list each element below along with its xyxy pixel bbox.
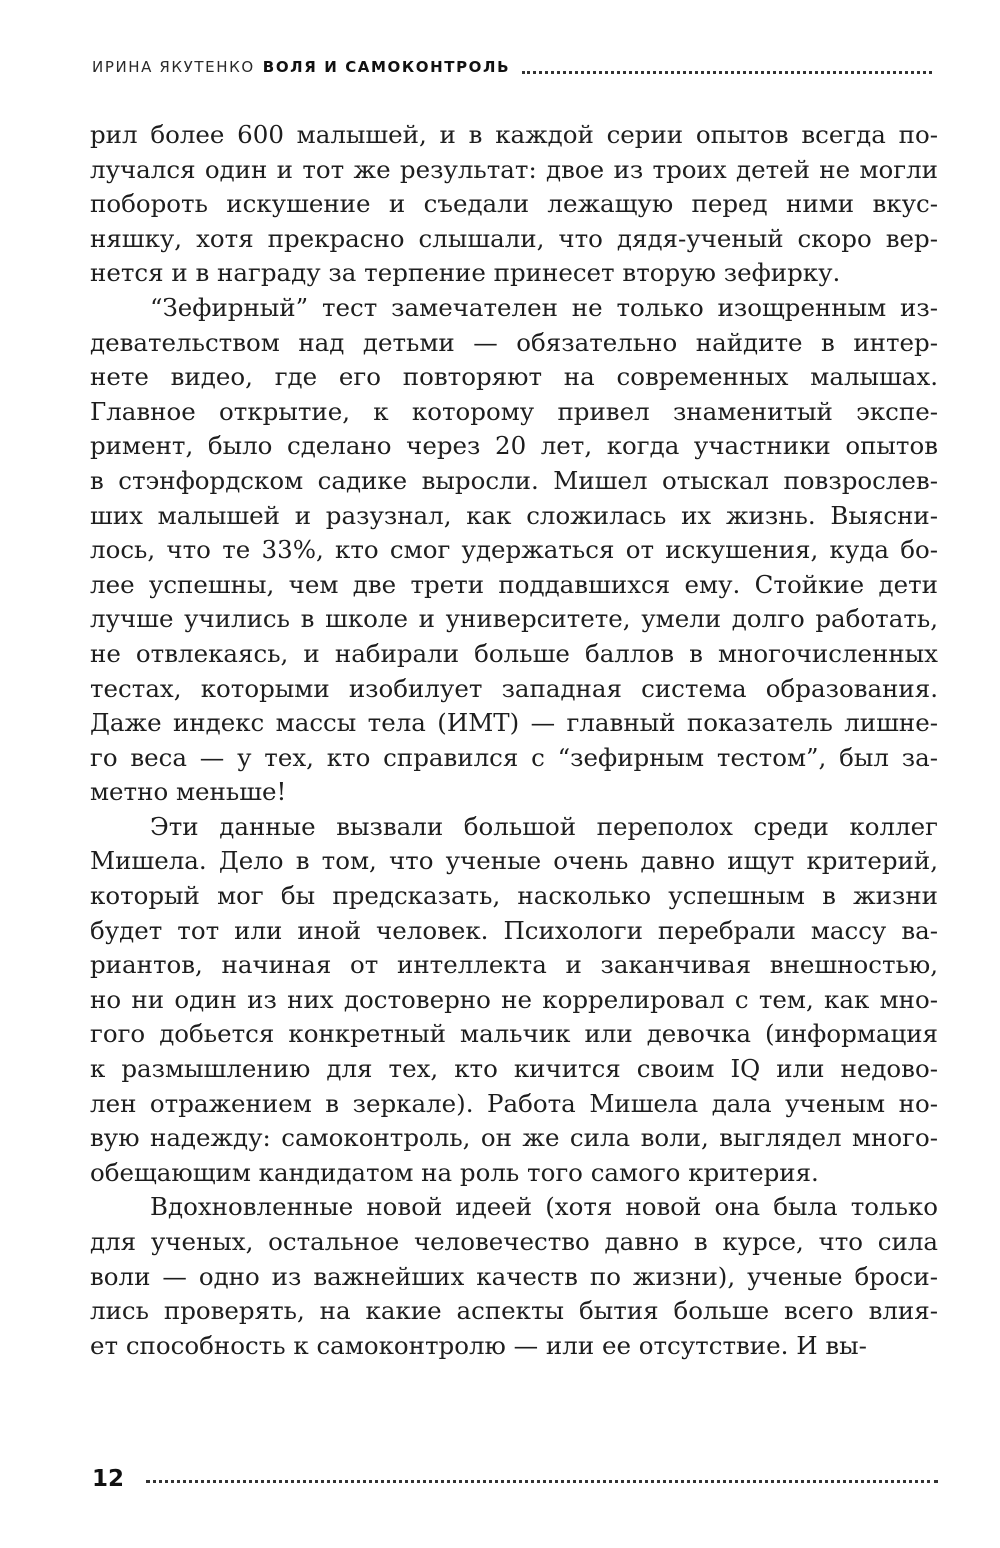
running-head-book-title: ВОЛЯ И САМОКОНТРОЛЬ — [262, 58, 511, 76]
footer-dotted-leader — [146, 1476, 938, 1483]
paragraph — [90, 118, 938, 291]
text-line: Вдохновленные новой идеей (хотя новой она была только — [150, 1192, 938, 1222]
text-line: Главное открытие, к которому привел знаменитый экспе- — [90, 396, 938, 426]
text-line: лее успешны, чем две трети поддавшихся ему. Стойкие дети — [90, 569, 938, 599]
text-line: будет тот или иной человек. Психологи перебрали массу ва- — [90, 915, 938, 945]
text-line: побороть искушение и съедали лежащую перед ними вкус- — [90, 189, 938, 219]
text-line: нется и в награду за терпение принесет вторую зефирку. — [90, 258, 841, 288]
page-footer — [92, 1466, 938, 1492]
body-text — [90, 118, 938, 1363]
text-line: вую надежду: самоконтроль, он же сила воли, выглядел много- — [90, 1123, 938, 1153]
text-line: лись проверять, на какие аспекты бытия больше всего влия- — [90, 1296, 938, 1326]
text-line: римент, было сделано через 20 лет, когда участники опытов — [90, 431, 938, 461]
text-line: обещающим кандидатом на роль того самого критерия. — [90, 1157, 819, 1187]
running-head-dotted-leader — [522, 61, 932, 74]
text-line: но ни один из них достоверно не коррелировал с тем, как мно- — [90, 984, 938, 1014]
text-line: “Зефирный” тест замечателен не только изощренным из- — [150, 292, 938, 322]
text-line: который мог бы предсказать, насколько успешным в жизни — [90, 881, 938, 911]
text-line: лен отражением в зеркале). Работа Мишела дала ученым но- — [90, 1088, 938, 1118]
text-line: для ученых, остальное человечество давно в курсе, что сила — [90, 1227, 938, 1256]
text-line: тестах, которыми изобилует западная система образования. — [90, 673, 938, 703]
paragraph — [90, 291, 938, 810]
text-line: девательством над детьми — обязательно найдите в интер- — [90, 327, 938, 357]
running-head — [92, 58, 932, 76]
text-line: Эти данные вызвали большой переполох среди коллег — [150, 811, 938, 841]
running-head-author: ИРИНА ЯКУТЕНКО — [92, 58, 255, 76]
text-line: рил более 600 малышей, и в каждой серии опытов всегда по- — [90, 120, 938, 149]
text-line: к размышлению для тех, кто кичится своим IQ или недово- — [90, 1054, 938, 1084]
text-line: лучался один и тот же результат: двое из троих детей не могли — [90, 154, 938, 184]
text-line: ет способность к самоконтролю — или ее отсутствие. И вы- — [90, 1330, 867, 1360]
text-line: няшку, хотя прекрасно слышали, что дядя-ученый скоро вер- — [90, 223, 938, 253]
text-line: нете видео, где его повторяют на современных малышах. — [90, 362, 938, 392]
text-line: ших малышей и разузнал, как сложилась их жизнь. Выясни- — [90, 500, 938, 530]
text-line: Мишела. Дело в том, что ученые очень давно ищут критерий, — [90, 846, 938, 876]
text-line: го веса — у тех, кто справился с “зефирным тестом”, был за- — [90, 742, 938, 772]
text-line: Даже индекс массы тела (ИМТ) — главный показатель лишне- — [90, 708, 938, 738]
paragraph — [90, 810, 938, 1191]
text-line: риантов, начиная от интеллекта и заканчивая внешностью, — [90, 950, 938, 980]
text-line: лось, что те 33%, кто смог удержаться от искушения, куда бо- — [90, 535, 938, 565]
text-line: не отвлекаясь, и набирали больше баллов в многочисленных — [90, 638, 938, 668]
text-line: лучше учились в школе и университете, умели долго работать, — [90, 604, 938, 634]
text-line: воли — одно из важнейших качеств по жизни), ученые броси- — [90, 1261, 938, 1291]
text-line: в стэнфордском садике выросли. Мишел отыскал повзрослев- — [90, 465, 938, 495]
text-line: метно меньше! — [90, 777, 287, 807]
page-number: 12 — [92, 1466, 125, 1492]
text-line: гого добьется конкретный мальчик или девочка (информация — [90, 1019, 938, 1049]
paragraph — [90, 1190, 938, 1363]
